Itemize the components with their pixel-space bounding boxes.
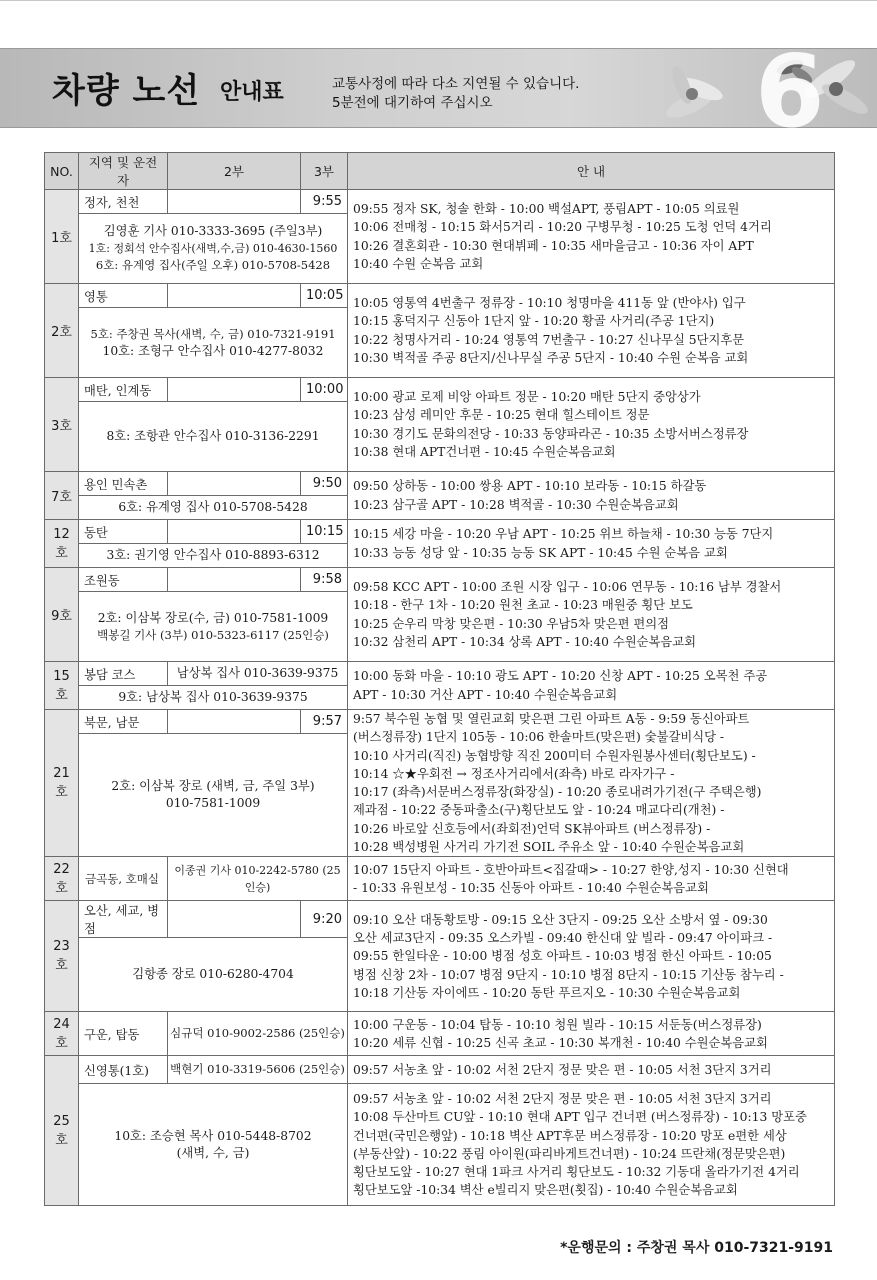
route-area-driver: 심규덕 010-9002-2586 (25인승)	[168, 1012, 348, 1056]
table-row	[45, 901, 835, 938]
part2-cell	[168, 190, 301, 214]
table-row	[45, 857, 835, 901]
route-driver	[79, 496, 348, 520]
driver-line: 9호: 남상복 집사 010-3639-9375	[118, 690, 308, 704]
guide-line: (부동산앞) - 10:22 풍림 아이원(파리바게트건너편) - 10:24 뜨란채(정문맞은편)	[353, 1146, 786, 1161]
route-driver	[79, 214, 348, 284]
route-time: 10:15	[301, 520, 348, 544]
contact-footer: *운행문의 : 주창권 목사 010-7321-9191	[560, 1240, 833, 1256]
col-header-guide: 안 내	[348, 153, 835, 190]
route-area: 봉담 코스	[79, 662, 168, 686]
route-driver	[79, 308, 348, 378]
part2-cell	[168, 568, 301, 592]
route-number: 23호	[45, 901, 79, 1012]
guide-line: 10:05 영통역 4번출구 정류장 - 10:10 청명마을 411동 앞 (반야사) 입구	[353, 295, 746, 310]
route-guide	[348, 284, 835, 378]
route-number: 22호	[45, 857, 79, 901]
guide-line: 10:18 - 한구 1차 - 10:20 원천 초교 - 10:23 매원중 횡단 보도	[353, 598, 693, 613]
driver-line: 5호: 주창권 목사(새벽, 수, 금) 010-7321-9191	[90, 326, 336, 341]
guide-line: 10:33 능동 성당 앞 - 10:35 능동 SK APT - 10:45 수원 순복음 교회	[353, 545, 728, 560]
route-driver	[79, 402, 348, 472]
route-guide	[348, 520, 835, 568]
guide-line: 10:28 백성병원 사거리 가기전 SOIL 주유소 앞 - 10:40 수원순복음교회	[353, 840, 745, 855]
driver-line: (새벽, 수, 금)	[176, 1145, 250, 1160]
notice-line: 5분전에 대기하여 주십시오	[332, 95, 493, 111]
guide-line: 병점 신창 2차 - 10:07 병점 9단지 - 10:10 병점 8단지 - 10:15 기산동 참누리 -	[353, 967, 784, 982]
guide-line: (버스정류장) 1단지 105동 - 10:06 한솔마트(맞은편) 숯불갈비식당 -	[353, 730, 725, 745]
part2-cell	[168, 472, 301, 496]
route-driver	[79, 686, 348, 710]
guide-line: 10:23 삼구골 APT - 10:28 벽적골 - 10:30 수원순복음교회	[353, 497, 679, 512]
driver-line: 김항종 장로 010-6280-4704	[132, 967, 294, 982]
route-driver	[79, 592, 348, 662]
table-row	[45, 1084, 835, 1206]
guide-line: 09:58 KCC APT - 10:00 조원 시장 입구 - 10:06 연무동 - 10:16 남부 경찰서	[353, 579, 782, 594]
route-area-driver: 백현기 010-3319-5606 (25인승)	[168, 1056, 348, 1084]
part2-cell	[168, 901, 301, 938]
guide-line: 10:22 청명사거리 - 10:24 영통역 7번출구 - 10:27 신나무실 5단지후문	[353, 332, 745, 347]
col-header-part2: 2부	[168, 153, 301, 190]
notice-text	[332, 75, 579, 113]
route-time: 9:20	[301, 901, 348, 938]
route-time: 9:58	[301, 568, 348, 592]
route-number: 2호	[45, 284, 79, 378]
route-number: 7호	[45, 472, 79, 520]
guide-line: 10:14 ☆★우회전 → 정조사거리에서(좌측) 바로 라자가구 -	[353, 766, 675, 781]
guide-line: 10:30 벽적골 주공 8단지/신나무실 주공 5단지 - 10:40 수원 순복음 교회	[353, 350, 749, 365]
guide-line: 10:07 15단지 아파트 - 호반아파트<집갈때> - 10:27 한양,성지 - 10:30 신현대	[353, 862, 789, 877]
header-banner	[0, 33, 877, 150]
route-area: 북문, 남문	[79, 710, 168, 734]
page-subtitle: 안내표	[220, 80, 284, 105]
col-header-no: NO.	[45, 153, 79, 190]
guide-line: APT - 10:30 거산 APT - 10:40 수원순복음교회	[353, 687, 618, 702]
guide-line: 건너편(국민은행앞) - 10:18 벽산 APT후문 버스정류장 - 10:20 망포 e편한 세상	[353, 1128, 787, 1143]
table-row	[45, 472, 835, 496]
route-area: 금곡동, 호매실	[79, 857, 168, 901]
route-guide	[348, 1012, 835, 1056]
route-table	[44, 152, 835, 1206]
top-rule	[0, 0, 877, 1]
driver-line: 2호: 이삼복 장로(수, 금) 010-7581-1009	[97, 610, 329, 625]
route-time: 10:05	[301, 284, 348, 308]
route-guide	[348, 190, 835, 284]
route-area-driver: 이종권 기사 010-2242-5780 (25인승)	[168, 857, 348, 901]
route-area: 영통	[79, 284, 168, 308]
guide-line: 9:57 북수원 농협 및 열린교회 맞은편 그린 아파트 A동 - 9:59 동신아파트	[353, 712, 750, 726]
guide-line: 횡단보도앞 - 10:27 현대 1파크 사거리 횡단보도 - 10:32 기동대 올라가기전 4거리	[353, 1165, 800, 1180]
guide-line: 10:10 사거리(직진) 농협방향 직진 200미터 수원자원봉사센터(횡단보도) -	[353, 748, 756, 763]
table-row	[45, 662, 835, 686]
route-area: 매탄, 인계동	[79, 378, 168, 402]
guide-line: 10:08 두산마트 CU앞 - 10:10 현대 APT 입구 건너편 (버스정류장) - 10:13 망포중	[353, 1110, 807, 1125]
route-area: 오산, 세교, 병점	[79, 901, 168, 938]
route-driver	[79, 734, 348, 857]
route-area-driver: 남상복 집사 010-3639-9375	[168, 662, 348, 686]
guide-line: 09:55 정자 SK, 청솔 한화 - 10:00 백설APT, 풍림APT - 10:05 의료원	[353, 201, 740, 216]
guide-line: 10:40 수원 순복음 교회	[353, 256, 484, 271]
guide-line: 10:26 결혼회관 - 10:30 현대뷔페 - 10:35 새마을금고 - 10:36 자이 APT	[353, 238, 754, 253]
page-title: 차량 노선	[52, 71, 201, 111]
guide-line: 10:06 전매청 - 10:15 화서5거리 - 10:20 구병무청 - 10:25 도청 언덕 4거리	[353, 220, 772, 235]
route-number: 1호	[45, 190, 79, 284]
guide-line: 10:17 (좌측)서문버스정류장(화장실) - 10:20 종로내려가기전(구 주택은행)	[353, 785, 762, 800]
part2-cell	[168, 710, 301, 734]
route-area: 조원동	[79, 568, 168, 592]
table-row	[45, 1056, 835, 1084]
table-row	[45, 1012, 835, 1056]
guide-line: 10:23 삼성 레미안 후문 - 10:25 현대 힐스테이트 정문	[353, 408, 650, 423]
driver-line: 백봉길 기사 (3부) 010-5323-6117 (25인승)	[97, 627, 329, 642]
route-number: 25호	[45, 1056, 79, 1206]
route-number: 3호	[45, 378, 79, 472]
table-row	[45, 284, 835, 308]
guide-line: 09:57 서농초 앞 - 10:02 서천 2단지 정문 맞은 편 - 10:05 서천 3단지 3거리	[353, 1062, 772, 1077]
driver-line: 8호: 조항관 안수집사 010-3136-2291	[106, 429, 320, 443]
guide-line: 제과점 - 10:22 중동파출소(구)횡단보도 앞 - 10:24 매교다리(개천) -	[353, 803, 725, 818]
guide-line: 09:10 오산 대동황토방 - 09:15 오산 3단지 - 09:25 오산 소방서 옆 - 09:30	[353, 912, 768, 927]
guide-line: 09:57 서농초 앞 - 10:02 서천 2단지 정문 맞은 편 - 10:05 서천 3단지 3거리	[353, 1091, 772, 1106]
driver-line: 2호: 이삼복 장로 (새벽, 금, 주일 3부)	[111, 779, 315, 794]
route-guide	[348, 1084, 835, 1206]
guide-line: 10:15 세강 마을 - 10:20 우남 APT - 10:25 위브 하늘채 - 10:30 능동 7단지	[353, 527, 774, 542]
guide-line: 오산 세교3단지 - 09:35 오스카빌 - 09:40 한신대 앞 빌라 - 09:47 아이파크 -	[353, 930, 773, 945]
route-guide	[348, 568, 835, 662]
guide-line: 10:00 광교 로제 비앙 아파트 정문 - 10:20 매탄 5단지 중앙상가	[353, 389, 701, 404]
part2-cell	[168, 378, 301, 402]
driver-line: 10호: 조형구 안수집사 010-4277-8032	[102, 343, 324, 358]
driver-line: 6호: 유계영 집사 010-5708-5428	[118, 500, 308, 514]
route-time: 9:50	[301, 472, 348, 496]
route-guide	[348, 857, 835, 901]
driver-line: 10호: 조승현 목사 010-5448-8702	[114, 1128, 312, 1143]
route-time: 9:55	[301, 190, 348, 214]
page-number: 6	[755, 33, 825, 150]
route-time: 9:57	[301, 710, 348, 734]
guide-line: 10:32 삼천리 APT - 10:34 상록 APT - 10:40 수원순복음교회	[353, 634, 697, 649]
route-area: 구운, 탑동	[79, 1012, 168, 1056]
driver-line: 6호: 유계영 집사(주일 오후) 010-5708-5428	[95, 258, 331, 272]
route-guide	[348, 472, 835, 520]
route-number: 24호	[45, 1012, 79, 1056]
table-row	[45, 520, 835, 544]
guide-line: - 10:33 유원보성 - 10:35 신동아 아파트 - 10:40 수원순복음교회	[353, 880, 709, 895]
route-guide	[348, 901, 835, 1012]
guide-line: 횡단보도앞 -10:34 벽산 e빌리지 맞은편(횟집) - 10:40 수원순복음교회	[353, 1183, 738, 1198]
col-header-part3: 3부	[301, 153, 348, 190]
route-number: 15호	[45, 662, 79, 710]
guide-line: 10:30 경기도 문화의전당 - 10:33 동양파라곤 - 10:35 소방서버스정류장	[353, 426, 749, 441]
guide-line: 10:25 순우리 막창 맞은편 - 10:30 우남5차 맞은편 편의점	[353, 616, 670, 631]
route-driver	[79, 938, 348, 1012]
driver-line: 1호: 정회석 안수집사(새벽,수,금) 010-4630-1560	[88, 242, 338, 255]
guide-line: 10:38 현대 APT건너편 - 10:45 수원순복음교회	[353, 444, 616, 459]
table-row	[45, 378, 835, 402]
table-row	[45, 190, 835, 214]
driver-line: 김영훈 기사 010-3333-3695 (주일3부)	[103, 224, 323, 238]
route-area: 신영통(1호)	[79, 1056, 168, 1084]
driver-line: 3호: 권기영 안수집사 010-8893-6312	[106, 548, 320, 562]
guide-line: 10:00 동화 마을 - 10:10 광도 APT - 10:20 신창 APT - 10:25 오목천 주공	[353, 669, 768, 684]
route-guide-top	[348, 1056, 835, 1084]
guide-line: 10:18 기산동 자이에뜨 - 10:20 동탄 푸르지오 - 10:30 수원순복음교회	[353, 985, 741, 1000]
part2-cell	[168, 520, 301, 544]
guide-line: 10:26 바로앞 신호등에서(좌회전)언덕 SK뷰아파트 (버스정류장) -	[353, 821, 711, 836]
part2-cell	[168, 284, 301, 308]
route-guide	[348, 662, 835, 710]
table-row	[45, 568, 835, 592]
guide-line: 10:20 세류 신협 - 10:25 신곡 초교 - 10:30 복개천 - 10:40 수원순복음교회	[353, 1035, 768, 1050]
guide-line: 10:00 구운동 - 10:04 탑동 - 10:10 청원 빌라 - 10:15 서둔동(버스정류장)	[353, 1017, 762, 1032]
guide-line: 09:55 한일타운 - 10:00 병점 성호 아파트 - 10:03 병점 한신 아파트 - 10:05	[353, 949, 772, 964]
table-header-row	[45, 153, 835, 190]
driver-line: 010-7581-1009	[165, 796, 261, 811]
route-driver	[79, 1084, 348, 1206]
table-row	[45, 710, 835, 734]
route-area: 정자, 천천	[79, 190, 168, 214]
route-area: 동탄	[79, 520, 168, 544]
route-number: 12호	[45, 520, 79, 568]
route-area: 용인 민속촌	[79, 472, 168, 496]
col-header-area: 지역 및 운전자	[79, 153, 168, 190]
route-guide	[348, 378, 835, 472]
guide-line: 09:50 상하동 - 10:00 쌍용 APT - 10:10 보라동 - 10:15 하갈동	[353, 479, 707, 494]
route-driver	[79, 544, 348, 568]
route-guide	[348, 710, 835, 857]
notice-line: 교통사정에 따라 다소 지연될 수 있습니다.	[332, 76, 580, 92]
route-number: 9호	[45, 568, 79, 662]
route-time: 10:00	[301, 378, 348, 402]
route-number: 21호	[45, 710, 79, 857]
guide-line: 10:15 홍덕지구 신동아 1단지 앞 - 10:20 황골 사거리(주공 1단지)	[353, 314, 715, 329]
